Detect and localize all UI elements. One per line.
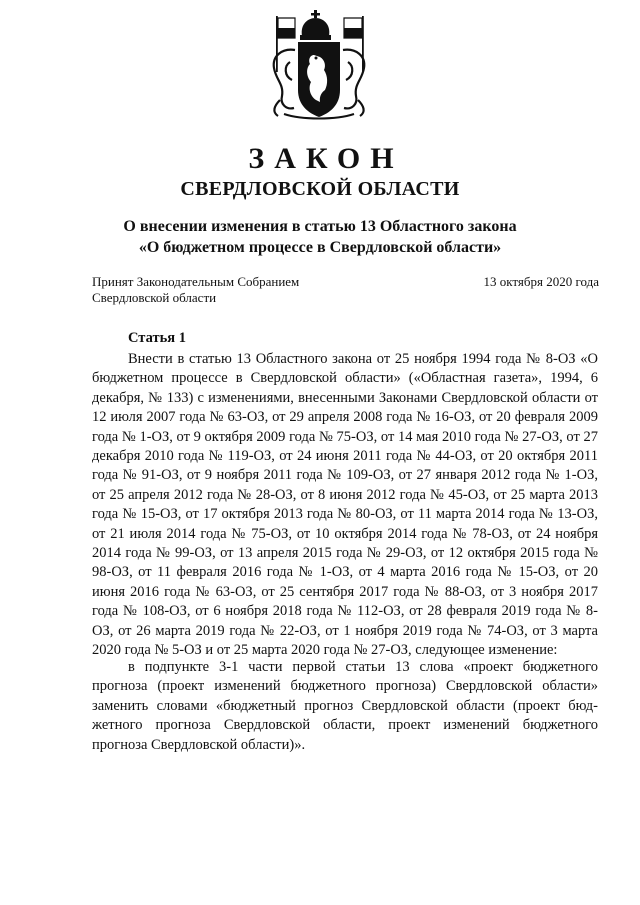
law-title: ЗАКОН (248, 142, 404, 175)
article-paragraph-2: в подпункте 3-1 части первой статьи 13 слова «проект бюджетного прогноза (проект изменений бюджетного прогноза) Свердловской области» заменить словами «бюджетный прогноз Свердловской области (проект бюджетного прогноза Свердловской области, проект изменений бюджетного прогноза Свердловской области)». (92, 659, 598, 753)
law-region: СВЕРДЛОВСКОЙ ОБЛАСТИ (180, 178, 460, 200)
subject-line-1: О внесении изменения в статью 13 Областного закона (123, 218, 517, 235)
coat-of-arms-icon (262, 10, 378, 122)
right-supporter-icon (343, 50, 364, 116)
adopted-by-line-2: Свердловской области (92, 290, 217, 305)
law-subject (60, 216, 580, 258)
left-flag-icon (276, 16, 295, 72)
adopted-by-line-1: Принят Законодательным Собранием (92, 274, 300, 289)
adopted-by (92, 274, 299, 306)
subject-line-2: «О бюджетном процессе в Свердловской области» (138, 239, 502, 256)
article-paragraph-1: Внести в статью 13 Областного закона от 25 ноября 1994 года № 8-ОЗ «О бюджетном процессе в Свердловской области» («Областная газета», 1994, 6 декабря, № 133) с изменениями, внесенными Законами Свердловской области от 12 июля 2007 года № 63-ОЗ, от 29 апреля 2008 года № 16-ОЗ, от 20 февраля 2009 года № 1-ОЗ, от 9 октября 2009 года № 75-ОЗ, от 14 мая 2010 года № 27-ОЗ, от 27 декабря 2010 года № 119-ОЗ, от 24 июня 2011 года № 44-ОЗ, от 20 октября 2011 года № 91-ОЗ, от 9 ноября 2011 года № 109-ОЗ, от 27 января 2012 года № 1-ОЗ, от 25 апреля 2012 года № 28-ОЗ, от 8 июня 2012 года № 45-ОЗ, от 25 марта 2013 года № 15-ОЗ, от 17 октября 2013 года № 80-ОЗ, от 11 марта 2014 года № 13-ОЗ, от 21 июля 2014 года № 75-ОЗ, от 10 октября 2014 года № 78-ОЗ, от 24 ноября 2014 года № 99-ОЗ, от 13 апреля 2015 года № 29-ОЗ, от 12 октября 2015 года № 98-ОЗ, от 11 февраля 2016 года № 1-ОЗ, от 4 марта 2016 года № 15-ОЗ, от 20 июня 2016 года № 63-ОЗ, от 25 сентября 2017 года № 88-ОЗ, от 3 ноября 2017 года № 108-ОЗ, от 6 ноября 2018 года № 112-ОЗ, от 28 февраля 2019 года № 8-ОЗ, от 26 марта 2019 года № 22-ОЗ, от 1 ноября 2019 года № 74-ОЗ, от 3 марта 2020 года № 5-ОЗ и от 25 марта 2020 года № 27-ОЗ, следующее изменение: (92, 351, 598, 659)
crown-icon (300, 10, 331, 40)
right-flag-icon (344, 16, 364, 72)
adopted-date: 13 октября 2020 года (483, 274, 599, 289)
article-heading: Статья 1 (128, 330, 186, 346)
